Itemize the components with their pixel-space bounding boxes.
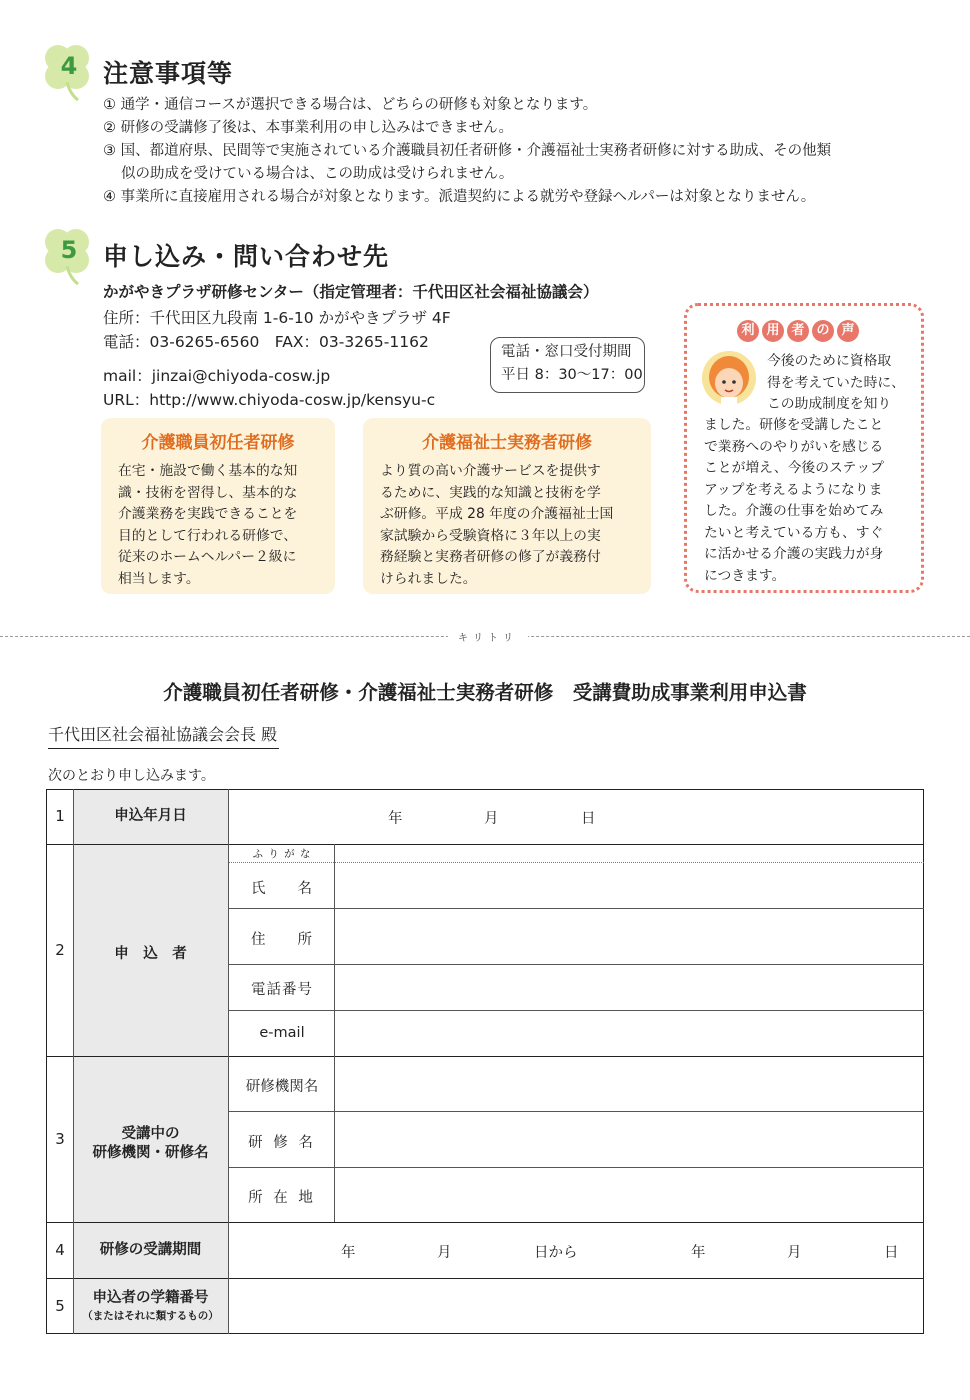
student-number-field[interactable] [229, 1279, 923, 1333]
user-voice-title [737, 320, 859, 342]
course-field[interactable] [335, 1112, 923, 1167]
end-month: 月 [787, 1245, 802, 1261]
email-label: e-mail [259, 1025, 305, 1041]
phone-label: 電話番号 [251, 982, 313, 998]
application-date-field[interactable] [229, 790, 923, 844]
end-day: 日 [884, 1245, 899, 1261]
name-label: 氏 名 [251, 881, 313, 897]
note-item: ③ 国、都道府県、民間等で実施されている介護職員初任者研修・介護福祉士実務者研修に対する助成、その他類 [103, 143, 832, 159]
section-title: 申し込み・問い合わせ先 [103, 242, 390, 271]
start-year: 年 [341, 1245, 356, 1261]
row-label: 研修機関・研修名 [92, 1145, 209, 1161]
section-number: 5 [60, 236, 78, 264]
row-label: 受講中の [121, 1126, 180, 1142]
row-number: 5 [55, 1297, 65, 1315]
hours-label: 電話・窓口受付期間 [501, 344, 632, 360]
email-field[interactable] [335, 1011, 923, 1056]
organization-name: かがやきプラザ研修センター（指定管理者：千代田区社会福祉協議会） [103, 283, 599, 301]
phone-field[interactable] [335, 965, 923, 1010]
date-month: 月 [484, 811, 499, 827]
person-avatar-icon [701, 350, 757, 410]
section-title: 注意事項等 [103, 59, 234, 88]
end-year: 年 [691, 1245, 706, 1261]
date-year: 年 [388, 811, 403, 827]
table-line [46, 1333, 924, 1334]
application-form-table [46, 789, 924, 1334]
location-field[interactable] [335, 1168, 923, 1222]
row-number: 2 [55, 941, 65, 959]
address-field[interactable] [335, 909, 923, 964]
clover-icon [40, 42, 94, 102]
start-day: 日から [534, 1245, 578, 1261]
phone-fax: 電話：03-6265-6560 FAX：03-3265-1162 [103, 333, 429, 351]
form-title: 介護職員初任者研修・介護福祉士実務者研修 受講費助成事業利用申込書 [163, 681, 807, 704]
user-voice-text: 今後のために資格取 得を考えていた時に、 この助成制度を知り [767, 353, 905, 412]
table-line [923, 789, 924, 1334]
name-field[interactable] [335, 863, 923, 908]
furigana-field[interactable] [335, 845, 923, 862]
institution-field[interactable] [335, 1057, 923, 1111]
date-day: 日 [581, 811, 596, 827]
training-period-field[interactable] [229, 1223, 923, 1278]
institution-label: 研修機関名 [245, 1079, 319, 1095]
hours-value: 平日 8：30～17：00 [501, 367, 643, 383]
form-addressee: 千代田区社会福祉協議会会長 殿 [48, 722, 279, 749]
user-voice-box [684, 303, 924, 593]
section-number: 4 [60, 52, 78, 80]
note-item: ① 通学・通信コースが選択できる場合は、どちらの研修も対象となります。 [103, 97, 598, 113]
row-number: 1 [55, 807, 65, 825]
voice-title-char: の [812, 320, 834, 342]
clover-icon [40, 226, 94, 286]
notes-list [103, 94, 933, 209]
row-label: 研修の受講期間 [99, 1242, 202, 1258]
row-label: 申込者の学籍番号 [92, 1290, 209, 1306]
voice-title-char: 声 [837, 320, 859, 342]
start-month: 月 [437, 1245, 452, 1261]
voice-title-char: 利 [737, 320, 759, 342]
info-box-body: より質の高い介護サービスを提供す るために、実践的な知識と技術を学 ぶ研修。平成 28 年度の介護福祉士国 家試験から受験資格に３年以上の実 務経験と実務者研修の修了が義務付 けられました。 [380, 463, 614, 587]
reception-hours-box [490, 337, 645, 393]
note-item: ② 研修の受講修了後は、本事業利用の申し込みはできません。 [103, 120, 513, 136]
row-label: 申込年月日 [114, 808, 187, 824]
furigana-label: ふ り が な [252, 848, 312, 860]
info-box-title: 介護職員初任者研修 [141, 433, 295, 453]
course-label: 研 修 名 [248, 1135, 316, 1151]
info-box-initial-training [101, 418, 335, 594]
voice-title-char: 用 [762, 320, 784, 342]
website-url[interactable]: URL：http://www.chiyoda-cosw.jp/kensyu-c [103, 391, 436, 409]
note-item: 似の助成を受けている場合は、この助成は受けられません。 [121, 166, 514, 182]
row-label: 申 込 者 [114, 946, 187, 962]
row-number: 4 [55, 1241, 65, 1259]
note-item: ④ 事業所に直接雇用される場合が対象となります。派遣契約による就労や登録ヘルパーは対象となりません。 [103, 189, 816, 205]
mail-address[interactable]: mail：jinzai@chiyoda-cosw.jp [103, 367, 331, 385]
cut-label: キリトリ [448, 629, 528, 644]
form-lead: 次のとおり申し込みます。 [48, 768, 215, 784]
row-number: 3 [55, 1130, 65, 1148]
address-label: 住 所 [251, 932, 313, 948]
row-sublabel: （またはそれに類するもの） [82, 1310, 219, 1322]
info-box-title: 介護福祉士実務者研修 [422, 433, 592, 453]
address: 住所：千代田区九段南 1-6-10 かがやきプラザ 4F [103, 309, 451, 327]
location-label: 所 在 地 [248, 1190, 316, 1206]
info-box-body: 在宅・施設で働く基本的な知 識・技術を習得し、基本的な 介護業務を実践できることを 目的として行われる研修で、 従来のホームヘルパー２級に 相当します。 [118, 463, 298, 587]
info-box-practitioner-training [363, 418, 651, 594]
user-voice-text: ました。研修を受講したこと で業務へのやりがいを感じる ことが増え、今後のステップ アップを考えるようになりま した。介護の仕事を始めてみ たいと考えている方も、すぐ に活かせる介護の実践力が身 につきます。 [704, 417, 884, 584]
voice-title-char: 者 [787, 320, 809, 342]
